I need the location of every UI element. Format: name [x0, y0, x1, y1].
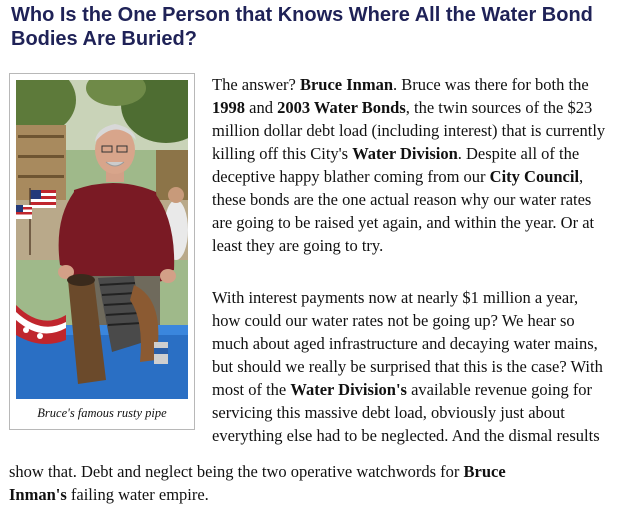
bold-text: Bruce Inman [299, 75, 394, 94]
bold-text: Inman's [9, 485, 67, 504]
text-run: , the twin sources of the $23 [405, 98, 593, 117]
text-run: failing water empire. [66, 485, 209, 504]
text-run: . Bruce was there for both the [393, 75, 589, 94]
bold-text: 1998 [212, 98, 245, 117]
text-run: available revenue going for [406, 380, 593, 399]
text-run: least they are going to try. [212, 236, 384, 255]
text-run: show that. Debt and neglect being the two operative watchwords for [9, 462, 464, 481]
bold-text: 2003 Water Bonds [277, 98, 406, 117]
text-run: everything else had to be neglected. And the dismal results [212, 426, 600, 445]
paragraph-1 [212, 73, 636, 257]
bold-text: Water Division's [290, 380, 407, 399]
text-run: , [579, 167, 584, 186]
text-run: deceptive happy blather coming from our [212, 167, 490, 186]
text-run: killing off this City's [212, 144, 353, 163]
text-run: these bonds are the one actual reason why our water rates [212, 190, 592, 209]
text-line [9, 483, 634, 506]
text-run: but should we really be surprised that this is the case? With [212, 357, 603, 376]
text-run: servicing this massive debt load, obviously just about [212, 403, 565, 422]
text-line [212, 286, 636, 309]
article-headline: Who Is the One Person that Knows Where All the Water Bond Bodies Are Buried? [11, 4, 593, 50]
text-line [212, 355, 636, 378]
text-line [212, 378, 636, 401]
text-line [212, 165, 636, 188]
text-line [212, 96, 636, 119]
text-run: most of the [212, 380, 291, 399]
text-line [9, 460, 634, 483]
article-figure [9, 73, 195, 430]
text-line [212, 234, 636, 257]
text-line [212, 332, 636, 355]
bruce-inman-photo [16, 80, 188, 399]
text-line [212, 401, 636, 424]
text-run: much about aged infrastructure and decaying water mains, [212, 334, 598, 353]
text-run: are going to be raised yet again, and within the year. Or at [212, 213, 595, 232]
text-run: and [245, 98, 278, 117]
text-line [212, 142, 636, 165]
text-line [212, 309, 636, 332]
text-line [212, 73, 636, 96]
text-line [212, 119, 636, 142]
bold-text: City Council [489, 167, 580, 186]
figure-caption: Bruce's famous rusty pipe [37, 406, 167, 420]
text-run: . Despite all of the [457, 144, 580, 163]
text-run: how could our water rates not be going up? We hear so [212, 311, 575, 330]
text-line [212, 424, 636, 447]
text-run: With interest payments now at nearly $1 million a year, [212, 288, 579, 307]
paragraph-2-continuation [9, 460, 634, 506]
text-line [212, 188, 636, 211]
bold-text: Bruce [463, 462, 506, 481]
text-line [212, 211, 636, 234]
bold-text: Water Division [352, 144, 458, 163]
text-run: The answer? [212, 75, 300, 94]
paragraph-2 [212, 286, 636, 447]
text-run: million dollar debt load (including interest) that is currently [212, 121, 606, 140]
